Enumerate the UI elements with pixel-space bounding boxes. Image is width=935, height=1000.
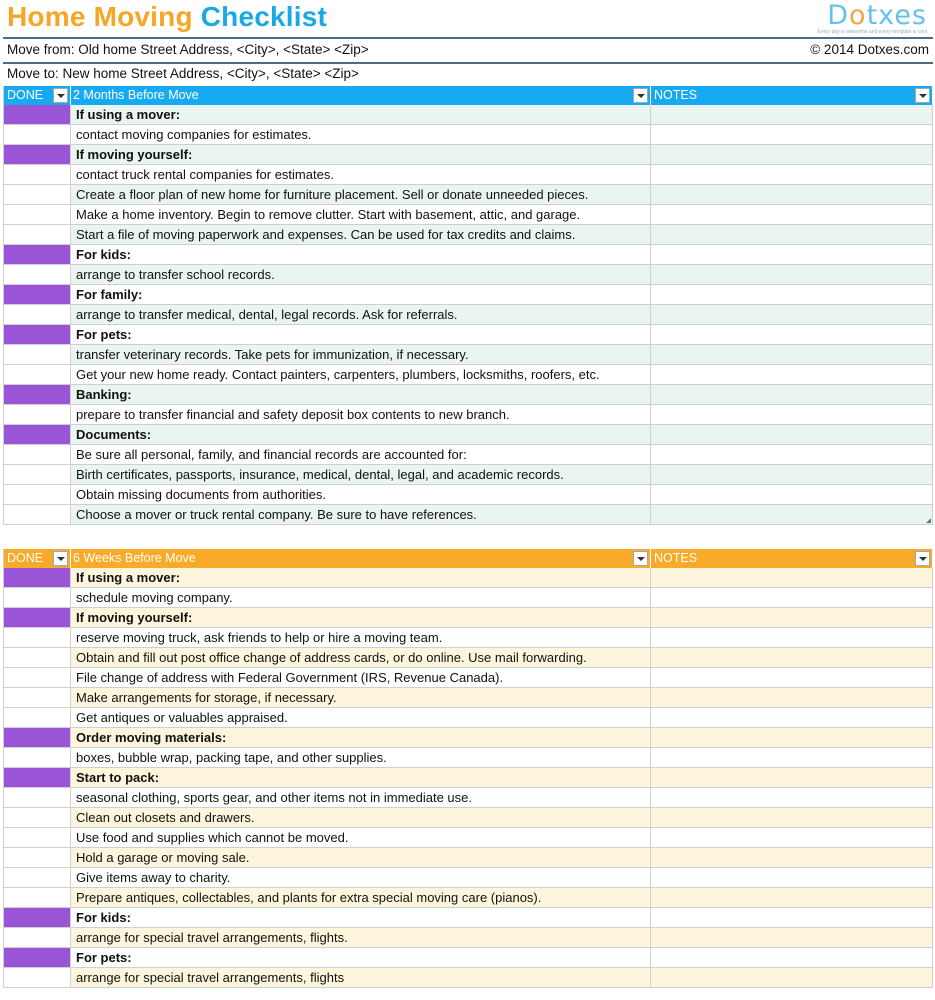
category-row xyxy=(3,728,933,748)
category-row xyxy=(3,245,933,265)
done-column-header-label: DONE xyxy=(7,88,44,102)
done-cell[interactable] xyxy=(3,405,71,424)
period-column-header-label: 6 Weeks Before Move xyxy=(73,551,196,565)
address-divider xyxy=(3,62,933,64)
task-row xyxy=(3,345,933,365)
task-row xyxy=(3,848,933,868)
notes-cell[interactable] xyxy=(651,588,933,607)
notes-cell[interactable] xyxy=(651,325,933,344)
done-cell[interactable] xyxy=(3,688,71,707)
task-row xyxy=(3,888,933,908)
table-6-weeks-before-move xyxy=(3,549,933,988)
done-cell[interactable] xyxy=(3,245,71,264)
task-cell[interactable]: If using a mover: xyxy=(71,568,651,587)
table-header-row xyxy=(3,86,933,105)
table-header-row xyxy=(3,549,933,568)
top-divider xyxy=(3,37,933,39)
task-cell[interactable]: For kids: xyxy=(71,908,651,927)
task-row xyxy=(3,628,933,648)
done-cell[interactable] xyxy=(3,788,71,807)
filter-dropdown-icon[interactable] xyxy=(915,551,930,566)
notes-column-header[interactable] xyxy=(651,549,933,568)
logo-tagline: Every day is awesome and every template is cool xyxy=(817,29,927,35)
task-cell[interactable]: reserve moving truck, ask friends to help or hire a moving team. xyxy=(71,628,651,647)
task-cell[interactable]: For family: xyxy=(71,285,651,304)
done-cell[interactable] xyxy=(3,608,71,627)
done-cell[interactable] xyxy=(3,185,71,204)
done-cell[interactable] xyxy=(3,145,71,164)
task-cell[interactable]: Choose a mover or truck rental company. Be sure to have references. xyxy=(71,505,651,524)
notes-cell[interactable] xyxy=(651,608,933,627)
task-row xyxy=(3,225,933,245)
done-cell[interactable] xyxy=(3,888,71,907)
task-cell[interactable]: If moving yourself: xyxy=(71,608,651,627)
notes-cell[interactable] xyxy=(651,225,933,244)
category-row xyxy=(3,948,933,968)
task-cell[interactable]: seasonal clothing, sports gear, and other items not in immediate use. xyxy=(71,788,651,807)
notes-cell[interactable] xyxy=(651,928,933,947)
task-cell[interactable]: Birth certificates, passports, insurance, medical, dental, legal, and academic records. xyxy=(71,465,651,484)
done-cell[interactable] xyxy=(3,165,71,184)
task-cell[interactable]: arrange for special travel arrangements, flights. xyxy=(71,928,651,947)
notes-cell[interactable] xyxy=(651,728,933,747)
notes-cell[interactable] xyxy=(651,185,933,204)
filter-dropdown-icon[interactable] xyxy=(915,88,930,103)
notes-cell[interactable] xyxy=(651,628,933,647)
logo-ring-glyph: o xyxy=(849,0,867,31)
done-cell[interactable] xyxy=(3,225,71,244)
notes-cell[interactable] xyxy=(651,305,933,324)
task-row xyxy=(3,165,933,185)
filter-dropdown-icon[interactable] xyxy=(53,551,68,566)
dotxes-logo xyxy=(807,2,927,36)
done-cell[interactable] xyxy=(3,465,71,484)
task-row xyxy=(3,968,933,988)
task-row xyxy=(3,505,933,525)
task-cell[interactable]: For pets: xyxy=(71,325,651,344)
done-cell[interactable] xyxy=(3,365,71,384)
notes-cell[interactable] xyxy=(651,748,933,767)
task-cell[interactable]: Prepare antiques, collectables, and plants for extra special moving care (pianos). xyxy=(71,888,651,907)
done-column-header-label: DONE xyxy=(7,551,44,565)
notes-cell[interactable] xyxy=(651,365,933,384)
task-cell[interactable]: Hold a garage or moving sale. xyxy=(71,848,651,867)
task-row xyxy=(3,185,933,205)
done-column-header[interactable] xyxy=(3,549,71,568)
title-part-home-moving: Home Moving xyxy=(7,1,193,32)
notes-cell[interactable] xyxy=(651,768,933,787)
category-row xyxy=(3,425,933,445)
task-cell[interactable]: contact truck rental companies for estimates. xyxy=(71,165,651,184)
notes-cell[interactable] xyxy=(651,948,933,967)
done-cell[interactable] xyxy=(3,648,71,667)
notes-cell[interactable] xyxy=(651,808,933,827)
task-row xyxy=(3,265,933,285)
task-cell[interactable]: Be sure all personal, family, and financial records are accounted for: xyxy=(71,445,651,464)
notes-cell[interactable] xyxy=(651,788,933,807)
logo-word: Dotxes xyxy=(827,0,927,31)
notes-cell[interactable] xyxy=(651,968,933,987)
task-cell[interactable]: schedule moving company. xyxy=(71,588,651,607)
done-cell[interactable] xyxy=(3,505,71,524)
done-cell[interactable] xyxy=(3,568,71,587)
task-cell[interactable]: Order moving materials: xyxy=(71,728,651,747)
task-row xyxy=(3,305,933,325)
task-row xyxy=(3,828,933,848)
task-row xyxy=(3,125,933,145)
notes-cell[interactable] xyxy=(651,648,933,667)
task-cell[interactable]: Get antiques or valuables appraised. xyxy=(71,708,651,727)
task-cell[interactable]: File change of address with Federal Government (IRS, Revenue Canada). xyxy=(71,668,651,687)
notes-cell[interactable] xyxy=(651,888,933,907)
done-column-header[interactable] xyxy=(3,86,71,105)
move-to-address: Move to: New home Street Address, <City>, <State> <Zip> xyxy=(7,66,359,81)
done-cell[interactable] xyxy=(3,748,71,767)
period-column-header[interactable] xyxy=(71,86,651,105)
task-row xyxy=(3,668,933,688)
done-cell[interactable] xyxy=(3,968,71,987)
notes-cell[interactable] xyxy=(651,265,933,284)
page-title xyxy=(7,1,327,33)
task-row xyxy=(3,928,933,948)
category-row xyxy=(3,768,933,788)
done-cell[interactable] xyxy=(3,425,71,444)
category-row xyxy=(3,105,933,125)
task-row xyxy=(3,445,933,465)
done-cell[interactable] xyxy=(3,868,71,887)
done-cell[interactable] xyxy=(3,588,71,607)
task-cell[interactable]: Banking: xyxy=(71,385,651,404)
table-resize-handle-icon[interactable] xyxy=(926,518,931,523)
filter-dropdown-icon[interactable] xyxy=(633,88,648,103)
done-cell[interactable] xyxy=(3,708,71,727)
done-cell[interactable] xyxy=(3,345,71,364)
category-row xyxy=(3,568,933,588)
notes-cell[interactable] xyxy=(651,205,933,224)
done-cell[interactable] xyxy=(3,385,71,404)
task-cell[interactable]: Give items away to charity. xyxy=(71,868,651,887)
task-cell[interactable]: arrange for special travel arrangements, flights xyxy=(71,968,651,987)
done-cell[interactable] xyxy=(3,485,71,504)
task-cell[interactable]: Get your new home ready. Contact painters, carpenters, plumbers, locksmiths, roofers, etc. xyxy=(71,365,651,384)
category-row xyxy=(3,385,933,405)
notes-cell[interactable] xyxy=(651,828,933,847)
done-cell[interactable] xyxy=(3,105,71,124)
category-row xyxy=(3,608,933,628)
notes-cell[interactable] xyxy=(651,485,933,504)
notes-cell[interactable] xyxy=(651,165,933,184)
task-cell[interactable]: Obtain missing documents from authorities. xyxy=(71,485,651,504)
task-row xyxy=(3,205,933,225)
done-cell[interactable] xyxy=(3,768,71,787)
notes-cell[interactable] xyxy=(651,668,933,687)
task-cell[interactable]: For pets: xyxy=(71,948,651,967)
done-cell[interactable] xyxy=(3,728,71,747)
done-cell[interactable] xyxy=(3,848,71,867)
notes-cell[interactable] xyxy=(651,505,933,524)
task-cell[interactable]: Make arrangements for storage, if necessary. xyxy=(71,688,651,707)
category-row xyxy=(3,285,933,305)
notes-cell[interactable] xyxy=(651,445,933,464)
done-cell[interactable] xyxy=(3,928,71,947)
done-cell[interactable] xyxy=(3,265,71,284)
task-row xyxy=(3,485,933,505)
task-row xyxy=(3,788,933,808)
task-cell[interactable]: Make a home inventory. Begin to remove clutter. Start with basement, attic, and garage. xyxy=(71,205,651,224)
notes-column-header[interactable] xyxy=(651,86,933,105)
task-cell[interactable]: Start a file of moving paperwork and expenses. Can be used for tax credits and claims. xyxy=(71,225,651,244)
notes-cell[interactable] xyxy=(651,145,933,164)
task-row xyxy=(3,808,933,828)
task-cell[interactable]: arrange to transfer school records. xyxy=(71,265,651,284)
done-cell[interactable] xyxy=(3,628,71,647)
done-cell[interactable] xyxy=(3,908,71,927)
notes-cell[interactable] xyxy=(651,868,933,887)
task-cell[interactable]: Obtain and fill out post office change of address cards, or do online. Use mail forwarding. xyxy=(71,648,651,667)
notes-cell[interactable] xyxy=(651,245,933,264)
copyright-text: © 2014 Dotxes.com xyxy=(810,42,929,57)
task-cell[interactable]: Documents: xyxy=(71,425,651,444)
period-column-header[interactable] xyxy=(71,549,651,568)
done-cell[interactable] xyxy=(3,948,71,967)
notes-cell[interactable] xyxy=(651,848,933,867)
task-cell[interactable]: For kids: xyxy=(71,245,651,264)
table-2-months-before-move xyxy=(3,86,933,525)
task-cell[interactable]: boxes, bubble wrap, packing tape, and other supplies. xyxy=(71,748,651,767)
category-row xyxy=(3,325,933,345)
notes-column-header-label: NOTES xyxy=(654,551,698,565)
title-part-checklist: Checklist xyxy=(200,1,328,32)
notes-cell[interactable] xyxy=(651,385,933,404)
task-row xyxy=(3,588,933,608)
filter-dropdown-icon[interactable] xyxy=(633,551,648,566)
notes-cell[interactable] xyxy=(651,425,933,444)
task-cell[interactable]: transfer veterinary records. Take pets for immunization, if necessary. xyxy=(71,345,651,364)
task-cell[interactable]: prepare to transfer financial and safety deposit box contents to new branch. xyxy=(71,405,651,424)
notes-cell[interactable] xyxy=(651,465,933,484)
done-cell[interactable] xyxy=(3,445,71,464)
done-cell[interactable] xyxy=(3,305,71,324)
task-cell[interactable]: Create a floor plan of new home for furniture placement. Sell or donate unneeded pieces. xyxy=(71,185,651,204)
task-cell[interactable]: arrange to transfer medical, dental, legal records. Ask for referrals. xyxy=(71,305,651,324)
notes-cell[interactable] xyxy=(651,908,933,927)
task-cell[interactable]: contact moving companies for estimates. xyxy=(71,125,651,144)
done-cell[interactable] xyxy=(3,285,71,304)
notes-cell[interactable] xyxy=(651,125,933,144)
task-row xyxy=(3,868,933,888)
title-bar xyxy=(0,0,935,38)
task-cell[interactable]: If using a mover: xyxy=(71,105,651,124)
notes-cell[interactable] xyxy=(651,708,933,727)
done-cell[interactable] xyxy=(3,205,71,224)
notes-cell[interactable] xyxy=(651,405,933,424)
task-row xyxy=(3,648,933,668)
task-row xyxy=(3,748,933,768)
task-row xyxy=(3,405,933,425)
done-cell[interactable] xyxy=(3,828,71,847)
filter-dropdown-icon[interactable] xyxy=(53,88,68,103)
task-cell[interactable]: If moving yourself: xyxy=(71,145,651,164)
done-cell[interactable] xyxy=(3,325,71,344)
notes-column-header-label: NOTES xyxy=(654,88,698,102)
done-cell[interactable] xyxy=(3,808,71,827)
notes-cell[interactable] xyxy=(651,568,933,587)
task-row xyxy=(3,465,933,485)
task-row xyxy=(3,688,933,708)
notes-cell[interactable] xyxy=(651,345,933,364)
task-cell[interactable]: Use food and supplies which cannot be moved. xyxy=(71,828,651,847)
task-cell[interactable]: Start to pack: xyxy=(71,768,651,787)
period-column-header-label: 2 Months Before Move xyxy=(73,88,199,102)
task-row xyxy=(3,365,933,385)
category-row xyxy=(3,908,933,928)
task-row xyxy=(3,708,933,728)
task-cell[interactable]: Clean out closets and drawers. xyxy=(71,808,651,827)
notes-cell[interactable] xyxy=(651,285,933,304)
done-cell[interactable] xyxy=(3,125,71,144)
category-row xyxy=(3,145,933,165)
move-from-address: Move from: Old home Street Address, <City>, <State> <Zip> xyxy=(7,42,369,57)
notes-cell[interactable] xyxy=(651,688,933,707)
done-cell[interactable] xyxy=(3,668,71,687)
notes-cell[interactable] xyxy=(651,105,933,124)
